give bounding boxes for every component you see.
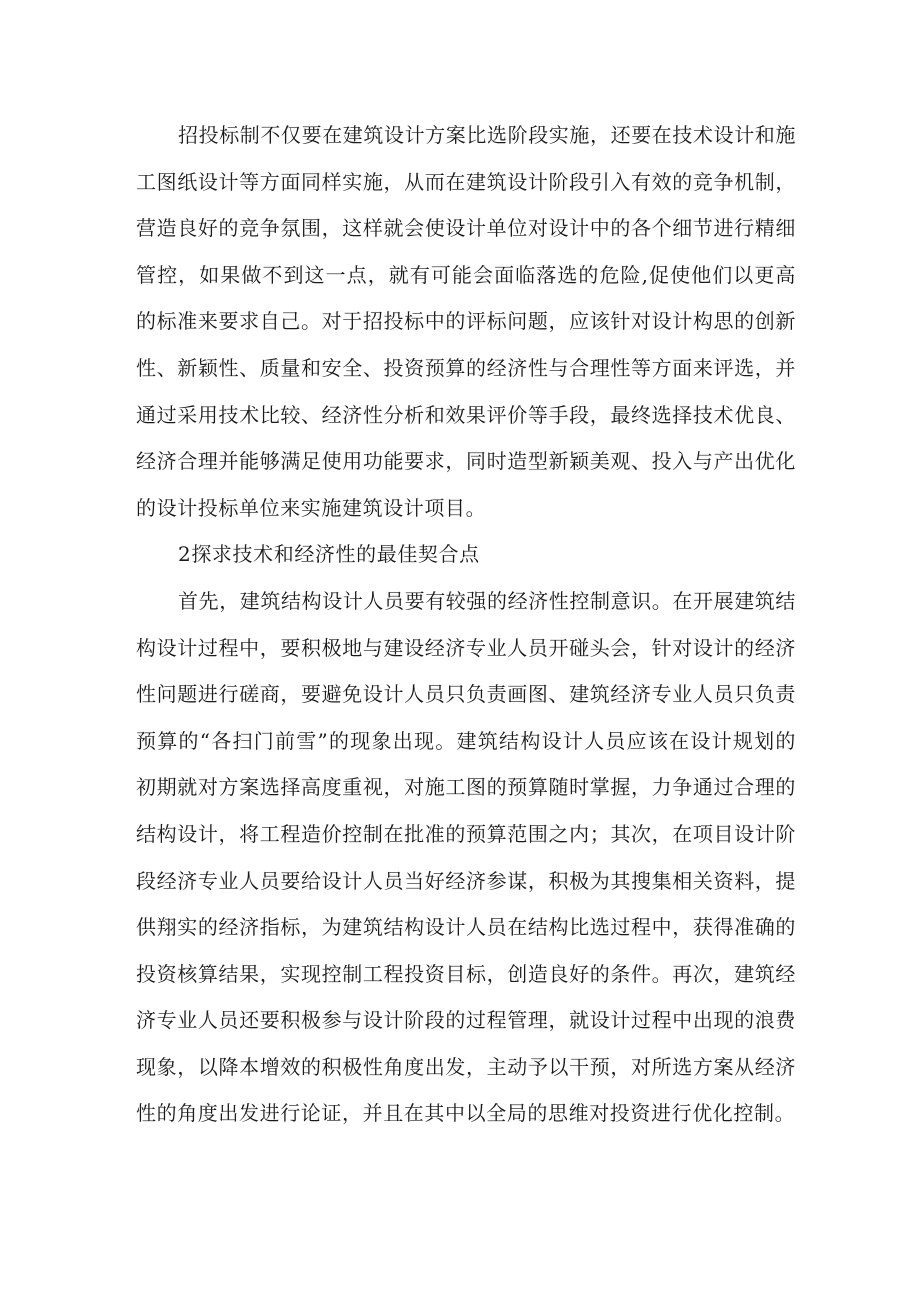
document-body [136, 112, 796, 1137]
section-heading: 2探求技术和经济性的最佳契合点 [178, 542, 480, 567]
paragraph-economic-control: 首先，建筑结构设计人员要有较强的经济性控制意识。在开展建筑结构设计过程中，要积极地与建设经济专业人员开碰头会，针对设计的经济性问题进行磋商，要避免设计人员只负责画图、建筑经济专业人员只负责预算的“各扫门前雪”的现象出现。建筑结构设计人员应该在设计规划的初期就对方案选择高度重视，对施工图的预算随时掌握，力争通过合理的结构设计，将工程造价控制在批准的预算范围之内；其次，在项目设计阶段经济专业人员要给设计人员当好经济参谋，积极为其搜集相关资料，提供翔实的经济指标，为建筑结构设计人员在结构比选过程中，获得准确的投资核算结果，实现控制工程投资目标，创造良好的条件。再次，建筑经济专业人员还要积极参与设计阶段的过程管理，就设计过程中出现的浪费现象，以降本增效的积极性角度出发，主动予以干预，对所选方案从经济性的角度出发进行论证，并且在其中以全局的思维对投资进行优化控制。 [136, 588, 796, 1126]
paragraph-bidding: 招投标制不仅要在建筑设计方案比选阶段实施，还要在技术设计和施工图纸设计等方面同样实施，从而在建筑设计阶段引入有效的竞争机制，营造良好的竞争氛围，这样就会使设计单位对设计中的各个细节进行精细管控，如果做不到这一点，就有可能会面临落选的危险,促使他们以更高的标准来要求自己。对于招投标中的评标问题，应该针对设计构思的创新性、新颖性、质量和安全、投资预算的经济性与合理性等方面来评选，并通过采用技术比较、经济性分析和效果评价等手段，最终选择技术优良、经济合理并能够满足使用功能要求，同时造型新颖美观、投入与产出优化的设计投标单位来实施建筑设计项目。 [136, 123, 796, 520]
